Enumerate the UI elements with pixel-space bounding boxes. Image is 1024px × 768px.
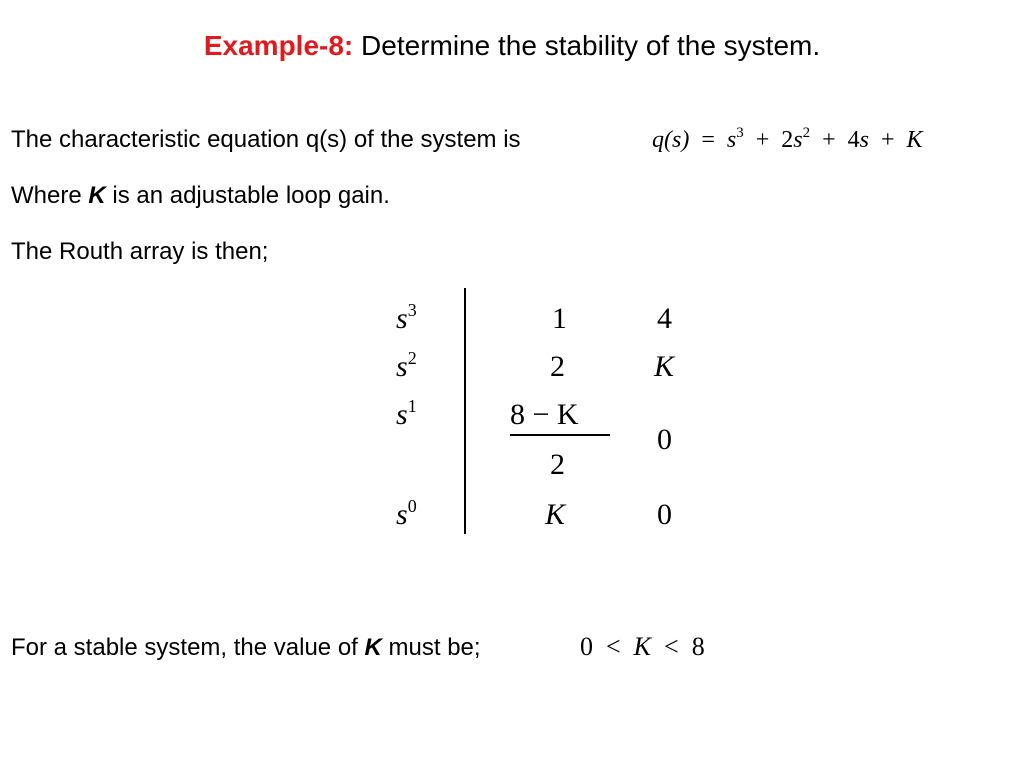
routh-row-label (396, 350, 417, 384)
stability-post: must be; (381, 634, 481, 661)
routh-intro-text: The Routh array is then; (11, 238, 269, 265)
routh-cell (545, 498, 565, 532)
eq-lhs: q(s) (652, 127, 690, 153)
row-label-base: s (396, 498, 408, 531)
row-label-exp: 1 (407, 396, 417, 416)
eq-term2-coef: 2 (781, 127, 794, 153)
title-text: Determine the stability of the system. (361, 30, 821, 61)
ineq-left: 0 (580, 632, 593, 661)
stability-pre: For a stable system, the value of (11, 634, 365, 661)
slide-title (0, 26, 1024, 66)
row-label-base: s (396, 350, 408, 383)
loop-gain-post: is an adjustable loop gain. (105, 182, 390, 209)
fraction-numerator-text: 8 − K (510, 398, 579, 431)
eq-equals: = (701, 127, 715, 153)
ineq-lt-2: < (664, 632, 679, 661)
routh-cell (654, 350, 674, 384)
stability-k: K (364, 634, 382, 661)
ineq-right: 8 (691, 632, 705, 661)
characteristic-equation-text: The characteristic equation q(s) of the system is (11, 126, 521, 153)
loop-gain-pre: Where (11, 182, 89, 209)
row-label-base: s (396, 398, 408, 431)
eq-term3-var: s (859, 127, 869, 153)
eq-term1-base: s (726, 127, 737, 153)
routh-row-label (396, 398, 417, 432)
eq-term1-exp: 3 (736, 125, 744, 141)
stability-inequality (580, 632, 705, 662)
fraction-bar (510, 434, 610, 436)
loop-gain-k: K (88, 182, 106, 209)
example-label: Example-8: (203, 30, 354, 61)
routh-cell: 0 (657, 423, 672, 456)
routh-divider (464, 288, 466, 534)
ineq-var: K (633, 632, 652, 661)
eq-plus-2: + (822, 127, 836, 153)
fraction-denominator: 2 (550, 448, 565, 481)
routh-row-label (396, 302, 417, 336)
eq-term3-coef: 4 (847, 127, 860, 153)
fraction-numerator (510, 398, 579, 432)
routh-cell: 1 (552, 302, 567, 335)
routh-cell-k: K (545, 498, 566, 531)
eq-plus-1: + (755, 127, 770, 153)
eq-plus-3: + (881, 127, 895, 153)
row-label-base: s (396, 302, 408, 335)
row-label-exp: 0 (407, 496, 417, 516)
routh-row-label (396, 498, 417, 532)
routh-cell: 2 (550, 350, 565, 383)
characteristic-equation (652, 125, 923, 155)
row-label-exp: 3 (407, 300, 417, 320)
eq-term2-base: s (793, 127, 803, 153)
row-label-exp: 2 (407, 348, 417, 368)
routh-cell-k: K (654, 350, 675, 383)
routh-cell: 0 (657, 498, 672, 531)
stability-condition-text (11, 633, 481, 663)
ineq-lt-1: < (606, 632, 621, 661)
eq-term2-exp: 2 (802, 125, 811, 141)
routh-cell: 4 (657, 302, 672, 335)
loop-gain-text (11, 181, 390, 211)
routh-array (380, 288, 710, 538)
eq-term4: K (906, 127, 923, 153)
